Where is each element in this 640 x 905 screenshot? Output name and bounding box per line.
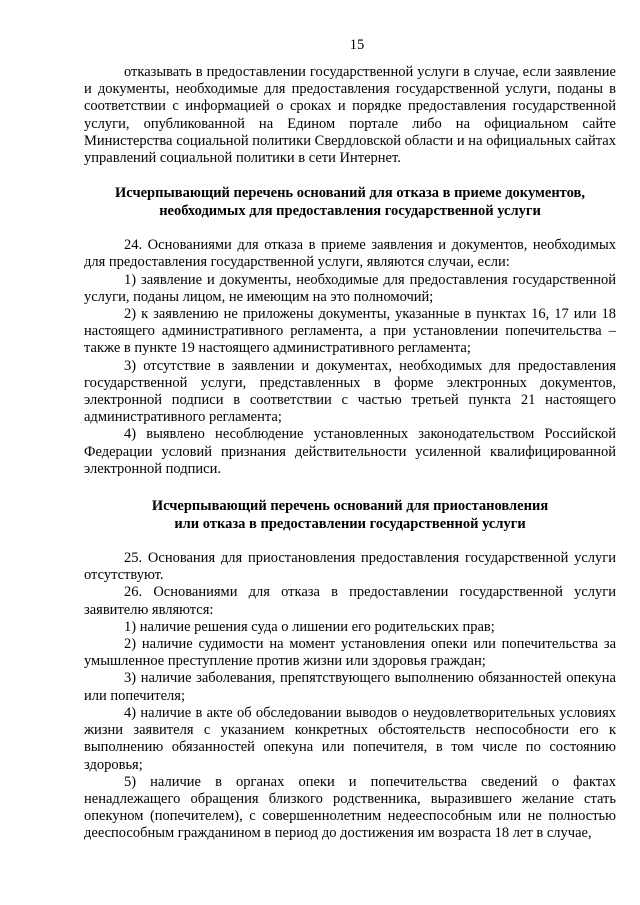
list-item: 1) заявление и документы, необходимые для предоставления государственной услуги, поданы лицом, не имеющим на это полномочий; xyxy=(84,271,616,305)
paragraph-25: 25. Основания для приостановления предоставления государственной услуги отсутствуют. xyxy=(84,550,616,584)
heading-line: Исчерпывающий перечень оснований для отказа в приеме документов, xyxy=(115,185,585,202)
heading-line: необходимых для предоставления государственной услуги xyxy=(159,202,541,219)
heading-line: или отказа в предоставлении государственной услуги xyxy=(174,515,526,532)
list-item: 2) к заявлению не приложены документы, указанные в пунктах 16, 17 или 18 настоящего административного регламента, а при установлении попечительства – также в пункте 19 настоящего административного регламента; xyxy=(84,306,616,357)
page-number: 15 xyxy=(349,37,365,53)
list-item: 3) отсутствие в заявлении и документах, необходимых для предоставления государственной услуги, представленных в форме электронных документов, электронной подписи в соответствии с частью третьей пункта 21 настоящего административного регламента; xyxy=(84,357,616,426)
list-item: 4) выявлено несоблюдение установленных законодательством Российской Федерации условий признания действительности усиленной квалифицированной электронной подписи. xyxy=(84,426,616,477)
section-heading-refusal-documents xyxy=(84,185,616,220)
heading-line: Исчерпывающий перечень оснований для приостановления xyxy=(151,498,549,515)
list-item: 5) наличие в органах опеки и попечительства сведений о фактах ненадлежащего обращения близкого родственника, выразившего желание стать опекуном (попечителем), с совершеннолетним недееспособным или не полностью дееспособным гражданином в период до достижения им возраста 18 лет в случае, xyxy=(84,773,616,842)
list-item: 3) наличие заболевания, препятствующего выполнению обязанностей опекуна или попечителя; xyxy=(84,670,616,704)
list-item: 1) наличие решения суда о лишении его родительских прав; xyxy=(124,618,495,635)
list-item: 4) наличие в акте об обследовании выводов о неудовлетворительных условиях жизни заявителя с указанием конкретных обстоятельств неспособности его к выполнению обязанностей опекуна или попечителя, в том числе по состоянию здоровья; xyxy=(84,704,616,773)
paragraph-24: 24. Основаниями для отказа в приеме заявления и документов, необходимых для предоставления государственной услуги, являются случаи, если: xyxy=(84,237,616,271)
paragraph-26: 26. Основаниями для отказа в предоставлении государственной услуги заявителю являются: xyxy=(84,584,616,618)
section-heading-suspension-refusal xyxy=(84,498,616,533)
list-item: 2) наличие судимости на момент установления опеки или попечительства за умышленное преступление против жизни или здоровья граждан; xyxy=(84,636,616,670)
intro-paragraph: отказывать в предоставлении государственной услуги в случае, если заявление и документы, необходимые для предоставления государственной услуги, поданы в соответствии с информацией о сроках и порядке предоставления государственной услуги, опубликованной на Едином портале либо на официальном сайте Министерства социальной политики Свердловской области и на официальных сайтах управлений социальной политики в сети Интернет. xyxy=(84,64,616,167)
